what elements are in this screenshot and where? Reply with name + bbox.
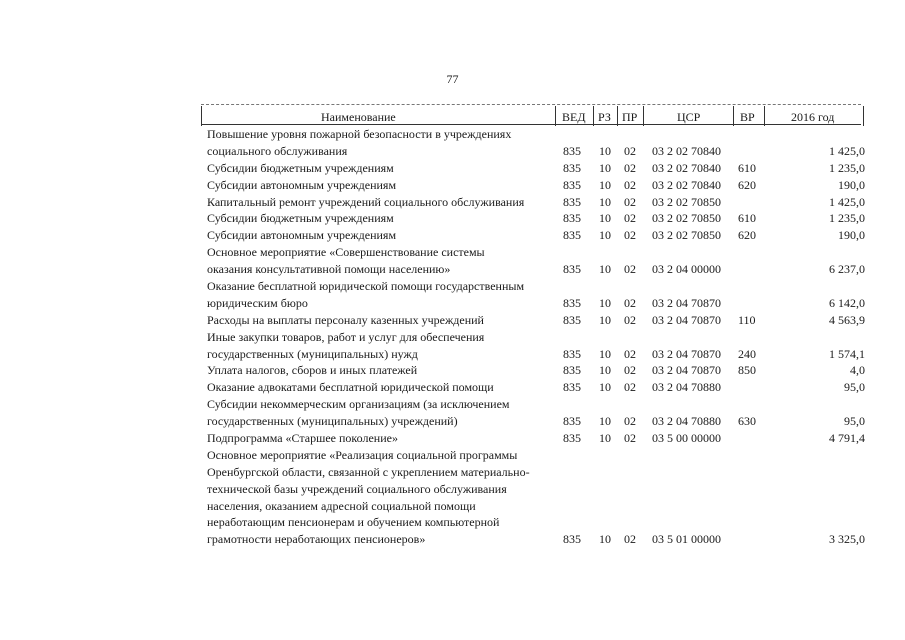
row-rz: 10 <box>599 363 611 378</box>
row-csr: 03 2 02 70850 <box>652 194 721 209</box>
row-name: Основное мероприятие «Совершенствование системы <box>207 245 485 260</box>
header-name: Наименование <box>321 110 396 124</box>
table-row <box>0 278 905 295</box>
row-rz: 10 <box>599 532 611 547</box>
row-name: Оренбургской области, связанной с укреплением материально- <box>207 464 530 479</box>
row-pr: 02 <box>624 363 636 378</box>
row-vr: 610 <box>738 211 756 226</box>
row-name: юридическим бюро <box>207 295 308 310</box>
row-vr: 620 <box>738 228 756 243</box>
row-csr: 03 2 04 70880 <box>652 414 721 429</box>
header-divider <box>643 106 644 126</box>
row-csr: 03 2 02 70850 <box>652 228 721 243</box>
table-row <box>0 194 905 211</box>
row-rz: 10 <box>599 414 611 429</box>
row-name: Повышение уровня пожарной безопасности в учреждениях <box>207 127 512 141</box>
table-row <box>0 362 905 379</box>
header-bottom-border <box>201 124 861 125</box>
header-pr: ПР <box>622 110 638 124</box>
row-name: государственных (муниципальных) учреждений) <box>207 414 458 429</box>
table-row <box>0 177 905 194</box>
row-pr: 02 <box>624 380 636 395</box>
row-name: Субсидии автономным учреждениям <box>207 177 397 192</box>
row-name: Субсидии бюджетным учреждениям <box>207 160 394 175</box>
row-pr: 02 <box>624 262 636 277</box>
table-row <box>0 210 905 227</box>
row-pr: 02 <box>624 228 636 243</box>
row-csr: 03 2 02 70840 <box>652 177 721 192</box>
table-row <box>0 346 905 363</box>
table-row <box>0 244 905 261</box>
row-csr: 03 2 02 70850 <box>652 211 721 226</box>
row-sum: 4 563,9 <box>829 312 865 327</box>
header-vr: ВР <box>740 110 755 124</box>
row-sum: 1 425,0 <box>829 143 865 158</box>
row-ved: 835 <box>563 211 581 226</box>
row-vr: 110 <box>738 312 756 327</box>
row-pr: 02 <box>624 312 636 327</box>
row-sum: 1 574,1 <box>829 346 865 361</box>
header-top-border <box>201 104 861 105</box>
row-vr: 620 <box>738 177 756 192</box>
row-pr: 02 <box>624 160 636 175</box>
table-row <box>0 396 905 413</box>
row-ved: 835 <box>563 414 581 429</box>
row-pr: 02 <box>624 177 636 192</box>
row-name: Подпрограмма «Старшее поколение» <box>207 431 398 446</box>
row-ved: 835 <box>563 262 581 277</box>
row-pr: 02 <box>624 431 636 446</box>
row-rz: 10 <box>599 160 611 175</box>
row-csr: 03 2 04 00000 <box>652 262 721 277</box>
row-csr: 03 2 04 70870 <box>652 312 721 327</box>
row-ved: 835 <box>563 312 581 327</box>
row-rz: 10 <box>599 380 611 395</box>
row-name: оказания консультативной помощи населению» <box>207 262 451 277</box>
row-rz: 10 <box>599 346 611 361</box>
row-pr: 02 <box>624 295 636 310</box>
row-sum: 1 235,0 <box>829 211 865 226</box>
row-ved: 835 <box>563 431 581 446</box>
row-name: Капитальный ремонт учреждений социального обслуживания <box>207 194 525 209</box>
row-ved: 835 <box>563 143 581 158</box>
row-sum: 95,0 <box>844 414 865 429</box>
row-name: Субсидии автономным учреждениям <box>207 228 397 243</box>
row-name: Основное мероприятие «Реализация социальной программы <box>207 447 518 462</box>
row-csr: 03 2 04 70870 <box>652 346 721 361</box>
row-name: Уплата налогов, сборов и иных платежей <box>207 363 418 378</box>
row-rz: 10 <box>599 177 611 192</box>
table-row <box>0 312 905 329</box>
row-name: населения, оказанием адресной социальной помощи <box>207 498 476 513</box>
header-rz: РЗ <box>598 110 611 124</box>
row-ved: 835 <box>563 380 581 395</box>
table-row <box>0 430 905 447</box>
table-row <box>0 143 905 160</box>
header-divider <box>863 106 864 126</box>
row-sum: 3 325,0 <box>829 532 865 547</box>
row-pr: 02 <box>624 211 636 226</box>
row-sum: 1 235,0 <box>829 160 865 175</box>
row-sum: 190,0 <box>838 228 865 243</box>
row-vr: 240 <box>738 346 756 361</box>
row-ved: 835 <box>563 194 581 209</box>
row-sum: 6 237,0 <box>829 262 865 277</box>
row-rz: 10 <box>599 312 611 327</box>
row-name: Расходы на выплаты персоналу казенных учреждений <box>207 312 484 327</box>
row-sum: 190,0 <box>838 177 865 192</box>
header-ved: ВЕД <box>562 110 586 124</box>
row-name: Субсидии бюджетным учреждениям <box>207 211 394 226</box>
row-sum: 1 425,0 <box>829 194 865 209</box>
row-csr: 03 2 04 70880 <box>652 380 721 395</box>
row-pr: 02 <box>624 194 636 209</box>
row-ved: 835 <box>563 228 581 243</box>
row-vr: 630 <box>738 414 756 429</box>
header-divider <box>555 106 556 126</box>
header-divider <box>593 106 594 126</box>
row-ved: 835 <box>563 177 581 192</box>
table-row <box>0 514 905 531</box>
budget-table-body <box>0 126 905 548</box>
row-rz: 10 <box>599 228 611 243</box>
table-row <box>0 261 905 278</box>
row-pr: 02 <box>624 414 636 429</box>
row-sum: 6 142,0 <box>829 295 865 310</box>
row-ved: 835 <box>563 160 581 175</box>
row-rz: 10 <box>599 431 611 446</box>
row-rz: 10 <box>599 194 611 209</box>
row-sum: 4 791,4 <box>829 431 865 446</box>
page-number: 77 <box>446 72 459 86</box>
header-divider <box>733 106 734 126</box>
row-ved: 835 <box>563 346 581 361</box>
row-rz: 10 <box>599 262 611 277</box>
table-row <box>0 498 905 515</box>
table-header <box>201 104 871 128</box>
header-divider <box>764 106 765 126</box>
row-ved: 835 <box>563 295 581 310</box>
row-pr: 02 <box>624 346 636 361</box>
row-name: Иные закупки товаров, работ и услуг для обеспечения <box>207 329 485 344</box>
table-row <box>0 126 905 143</box>
row-sum: 4,0 <box>850 363 865 378</box>
row-ved: 835 <box>563 363 581 378</box>
row-csr: 03 5 01 00000 <box>652 532 721 547</box>
row-ved: 835 <box>563 532 581 547</box>
row-csr: 03 2 04 70870 <box>652 295 721 310</box>
row-name: технической базы учреждений социального обслуживания <box>207 481 507 496</box>
row-name: грамотности неработающих пенсионеров» <box>207 532 426 547</box>
row-name: Оказание адвокатами бесплатной юридической помощи <box>207 380 494 395</box>
row-rz: 10 <box>599 211 611 226</box>
row-csr: 03 5 00 00000 <box>652 431 721 446</box>
table-row <box>0 329 905 346</box>
table-row <box>0 531 905 548</box>
row-csr: 03 2 02 70840 <box>652 160 721 175</box>
row-name: социального обслуживания <box>207 143 348 158</box>
row-pr: 02 <box>624 143 636 158</box>
table-row <box>0 379 905 396</box>
table-row <box>0 447 905 464</box>
table-row <box>0 413 905 430</box>
header-csr: ЦСР <box>677 110 701 124</box>
row-pr: 02 <box>624 532 636 547</box>
row-name: Субсидии некоммерческим организациям (за исключением <box>207 397 510 412</box>
row-name: государственных (муниципальных) нужд <box>207 346 418 361</box>
header-divider <box>201 106 202 126</box>
row-rz: 10 <box>599 143 611 158</box>
row-sum: 95,0 <box>844 380 865 395</box>
row-csr: 03 2 02 70840 <box>652 143 721 158</box>
table-row <box>0 295 905 312</box>
row-csr: 03 2 04 70870 <box>652 363 721 378</box>
row-vr: 610 <box>738 160 756 175</box>
row-name: Оказание бесплатной юридической помощи государственным <box>207 279 525 294</box>
table-row <box>0 464 905 481</box>
table-row <box>0 160 905 177</box>
row-rz: 10 <box>599 295 611 310</box>
row-vr: 850 <box>738 363 756 378</box>
header-year: 2016 год <box>791 110 835 124</box>
row-name: неработающим пенсионерам и обучением компьютерной <box>207 515 500 530</box>
header-divider <box>617 106 618 126</box>
table-row <box>0 227 905 244</box>
table-row <box>0 481 905 498</box>
